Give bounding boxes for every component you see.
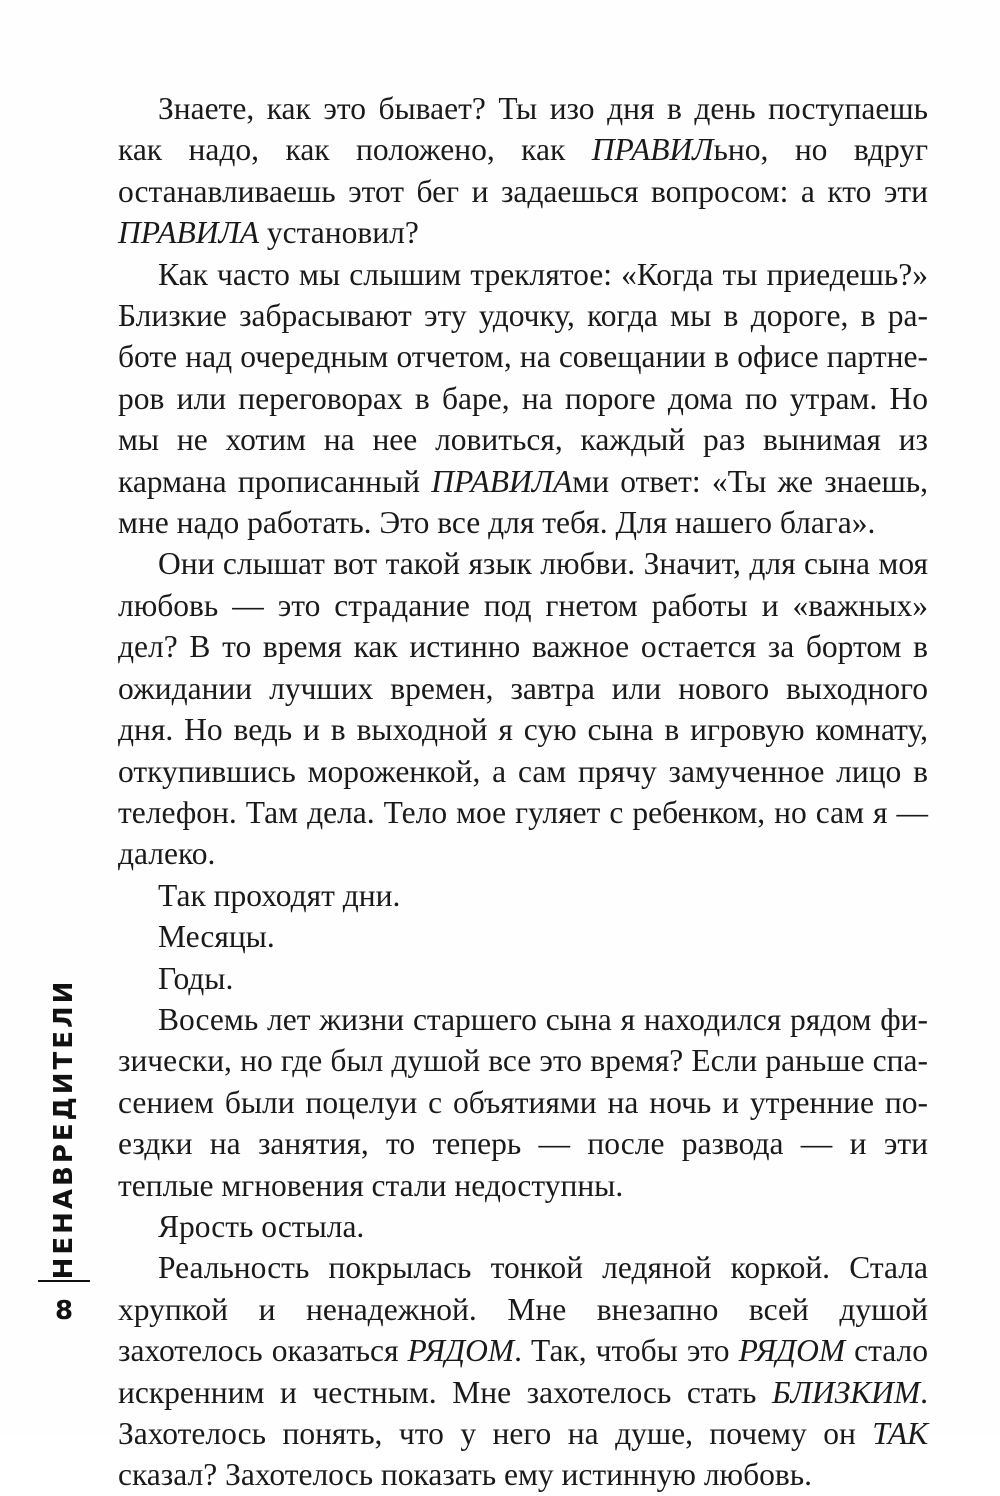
emphasis-run: ПРАВИЛ xyxy=(591,132,714,168)
text-run: установил? xyxy=(259,215,419,251)
text-run: Как часто мы слышим треклятое: «Когда ты приедешь?» Близкие забрасывают эту удочку, когда мы в дороге, в работе над очередным отчетом, на совещании в офисе партнеров или переговорах в баре, на пороге дома по утрам. Но мы не хотим на нее ловиться, каждый раз вынимая из кармана прописанный xyxy=(118,256,928,499)
margin-divider xyxy=(38,1280,90,1282)
emphasis-run: РЯДОМ xyxy=(738,1333,846,1369)
text-run: . Так, чтобы это xyxy=(514,1333,739,1369)
running-title: НЕНАВРЕДИТЕЛИ xyxy=(49,978,79,1280)
emphasis-run: ПРАВИЛА xyxy=(118,215,260,251)
paragraph-4: Так проходят дни. xyxy=(158,877,401,913)
page-body-text xyxy=(118,88,928,1496)
text-run: Знаете, как это бывает? Ты изо дня в день поступаешь как надо, как положено, как xyxy=(118,91,928,168)
text-run: сказал? Захотелось показать ему истинную любовь. xyxy=(118,1457,812,1493)
emphasis-run: ТАК xyxy=(872,1416,928,1451)
paragraph-2 xyxy=(118,254,928,544)
running-title-margin xyxy=(38,978,90,1280)
paragraph-7: Восемь лет жизни старшего сына я находился рядом физически, но где был душой все это время? Если раньше спасением были поцелуи с объятиями на ночь и утренние поездки на занятия, то теперь — после развода — и эти теплые мгновения стали недоступны. xyxy=(118,1001,928,1203)
text-run: . Захотелось понять, что у него на душе, почему он xyxy=(118,1374,928,1451)
text-run: ьно, но вдруг останавливаешь этот бег и задаешься вопросом: а кто эти xyxy=(118,132,928,209)
text-run: ми ответ: «Ты же знаешь, мне надо работать. Это все для тебя. Для нашего блага». xyxy=(118,463,928,541)
paragraph-1 xyxy=(118,88,928,254)
paragraph-3: Они слышат вот такой язык любви. Значит, для сына моя любовь — это страдание под гнетом работы и «важных» дел? В то время как истинно важное остается за бортом в ожидании лучших времен, завтра или нового выходного дня. Но ведь и в выходной я сую сына в игровую комнату, откупившись мороженкой, а сам прячу замученное лицо в телефон. Там дела. Тело мое гуляет с ребенком, но сам я — далеко. xyxy=(118,546,928,872)
paragraph-8: Ярость остыла. xyxy=(158,1208,365,1244)
paragraph-5: Месяцы. xyxy=(158,919,275,955)
paragraph-9 xyxy=(118,1247,928,1495)
text-run: Реальность покрылась тонкой ледяной коркой. Стала хрупкой и ненадежной. Мне внезапно всей душой захотелось оказаться xyxy=(118,1250,928,1369)
text-run: стало искренним и честным. Мне захотелось стать xyxy=(118,1333,928,1410)
paragraph-6: Годы. xyxy=(158,960,234,996)
emphasis-run: ПРАВИЛА xyxy=(431,463,573,499)
emphasis-run: БЛИЗКИМ xyxy=(771,1374,921,1410)
page-number: 8 xyxy=(54,1296,74,1326)
emphasis-run: РЯДОМ xyxy=(407,1333,515,1369)
